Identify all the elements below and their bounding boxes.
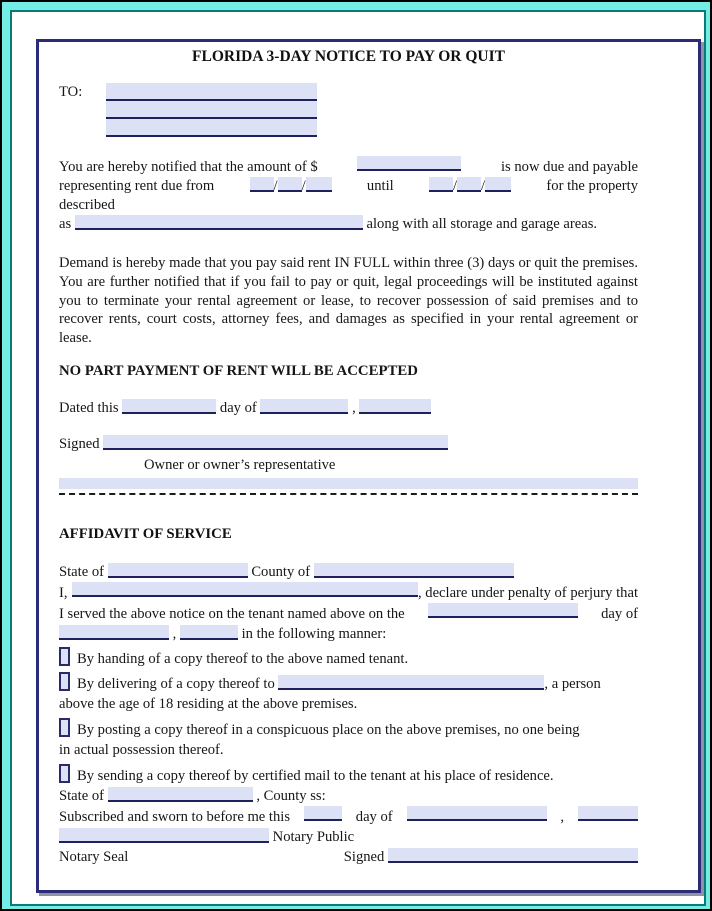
storage-text: along with all storage and garage areas. — [366, 216, 598, 232]
method-delivering-row — [59, 672, 638, 694]
affidavit-heading: AFFIDAVIT OF SERVICE — [59, 525, 232, 542]
manner-row — [59, 624, 638, 644]
notary-public-text: Notary Public — [272, 828, 355, 845]
to-line-3-field[interactable] — [106, 119, 317, 137]
amount-field[interactable] — [357, 156, 461, 171]
delivering-checkbox[interactable] — [59, 672, 70, 691]
comma-text: , — [172, 625, 177, 642]
notary-state-row — [59, 786, 638, 806]
comma-text: , — [560, 808, 565, 825]
affidavit-section — [59, 562, 638, 867]
amount-pre-text: You are hereby notified that the amount of $ — [59, 159, 318, 175]
sworn-day-field[interactable] — [304, 806, 342, 821]
day-of-text: day of — [601, 605, 638, 622]
signed-label: Signed — [59, 435, 100, 452]
dated-this-text: Dated this — [59, 399, 119, 416]
dated-day-field[interactable] — [122, 399, 216, 414]
as-text: as — [59, 216, 72, 232]
manner-text: in the following manner: — [241, 625, 387, 642]
server-signed-group — [344, 847, 638, 867]
until-date-1-field[interactable] — [429, 177, 453, 192]
method-posting-row — [59, 718, 638, 740]
delivered-to-person-field[interactable] — [278, 675, 544, 690]
method-posting-text: By posting a copy thereof in a conspicuous place on the above premises, no one being — [77, 721, 580, 738]
posting-checkbox[interactable] — [59, 718, 70, 737]
from-date-2-field[interactable] — [278, 177, 302, 192]
notice-paragraph — [59, 156, 638, 234]
subscribed-text: Subscribed and sworn to before me this — [59, 808, 291, 825]
i-label: I, — [59, 584, 68, 601]
sworn-month-field[interactable] — [407, 806, 547, 821]
declare-text: , declare under penalty of perjury that — [417, 584, 638, 601]
no-part-payment-heading: NO PART PAYMENT OF RENT WILL BE ACCEPTED — [59, 362, 418, 379]
dated-month-field[interactable] — [260, 399, 348, 414]
page-title: FLORIDA 3-DAY NOTICE TO PAY OR QUIT — [192, 48, 505, 65]
signed-label: Signed — [343, 848, 385, 865]
method-delivering-pre-text: By delivering of a copy thereof to — [77, 675, 275, 692]
until-text: until — [366, 178, 394, 194]
day-of-text: day of — [219, 399, 257, 416]
rent-from-text: representing rent due from — [59, 178, 215, 194]
state-of-text: State of — [59, 563, 104, 580]
dashed-divider — [59, 493, 638, 495]
dated-row — [59, 399, 638, 418]
until-date-group — [429, 177, 511, 196]
signed-row — [59, 435, 638, 454]
served-row — [59, 603, 638, 624]
form-content — [39, 42, 698, 867]
to-line-2-field[interactable] — [106, 101, 317, 119]
notary-seal-row — [59, 847, 638, 867]
server-name-field[interactable] — [72, 582, 418, 597]
property-description-field[interactable] — [75, 215, 363, 230]
affidavit-state-county-row — [59, 562, 638, 582]
notary-name-row — [59, 827, 638, 847]
served-day-field[interactable] — [428, 603, 578, 618]
amount-post-text: is now due and payable — [501, 159, 638, 175]
notary-name-field[interactable] — [59, 828, 269, 843]
to-block — [59, 83, 638, 137]
slash: / — [273, 178, 278, 194]
declaration-row — [59, 582, 638, 603]
owner-caption: Owner or owner’s representative — [144, 456, 336, 473]
method-delivering-cont-row: above the age of 18 residing at the above premises. — [59, 695, 358, 712]
for-property-text: for the property — [546, 178, 638, 194]
server-signature-field[interactable] — [388, 848, 638, 863]
slash: / — [452, 178, 458, 194]
method-sending-row — [59, 764, 638, 786]
slash: / — [301, 178, 306, 194]
state-of-text: State of — [59, 787, 104, 804]
handing-checkbox[interactable] — [59, 647, 70, 666]
method-delivering-post-text: , a person — [544, 675, 601, 692]
sworn-year-field[interactable] — [578, 806, 638, 821]
county-ss-text: , County ss: — [256, 787, 326, 804]
served-text: I served the above notice on the tenant named above on the — [59, 605, 405, 622]
county-of-text: County of — [251, 563, 311, 580]
affidavit-county-field[interactable] — [314, 563, 514, 578]
to-label: TO: — [59, 84, 83, 100]
method-sending-text: By sending a copy thereof by certified mail to the tenant at his place of residence. — [77, 767, 554, 784]
demand-paragraph: Demand is hereby made that you pay said rent IN FULL within three (3) days or quit the premises. You are further notified that if you fail to pay or quit, legal proceedings will be instituted against you to terminate your rental agreement or lease, to recover possession of said premises and to recover rents, court costs, attorney fees, and damages as specified in your rental agreement or lease. — [59, 255, 638, 347]
to-fields — [106, 83, 317, 137]
comma-text: , — [352, 399, 356, 416]
separator-bar — [59, 478, 638, 489]
until-date-2-field[interactable] — [457, 177, 481, 192]
from-date-1-field[interactable] — [250, 177, 274, 192]
to-line-1-field[interactable] — [106, 83, 317, 101]
affidavit-state-field[interactable] — [108, 563, 248, 578]
from-date-3-field[interactable] — [306, 177, 332, 192]
served-month-field[interactable] — [59, 625, 169, 640]
subscribed-row — [59, 806, 638, 827]
method-handing-text: By handing of a copy thereof to the above named tenant. — [77, 650, 409, 667]
from-date-group — [250, 177, 332, 196]
method-handing-row — [59, 647, 638, 669]
dated-year-field[interactable] — [359, 399, 431, 414]
day-of-text: day of — [355, 808, 393, 825]
described-text: described — [59, 197, 115, 213]
slash: / — [481, 178, 486, 194]
owner-signature-field[interactable] — [103, 435, 448, 450]
sending-checkbox[interactable] — [59, 764, 70, 783]
notary-seal-text: Notary Seal — [59, 848, 129, 865]
form-page — [36, 39, 701, 893]
until-date-3-field[interactable] — [485, 177, 511, 192]
served-year-field[interactable] — [180, 625, 238, 640]
notary-state-field[interactable] — [108, 787, 253, 802]
method-posting-cont-row: in actual possession thereof. — [59, 741, 224, 758]
